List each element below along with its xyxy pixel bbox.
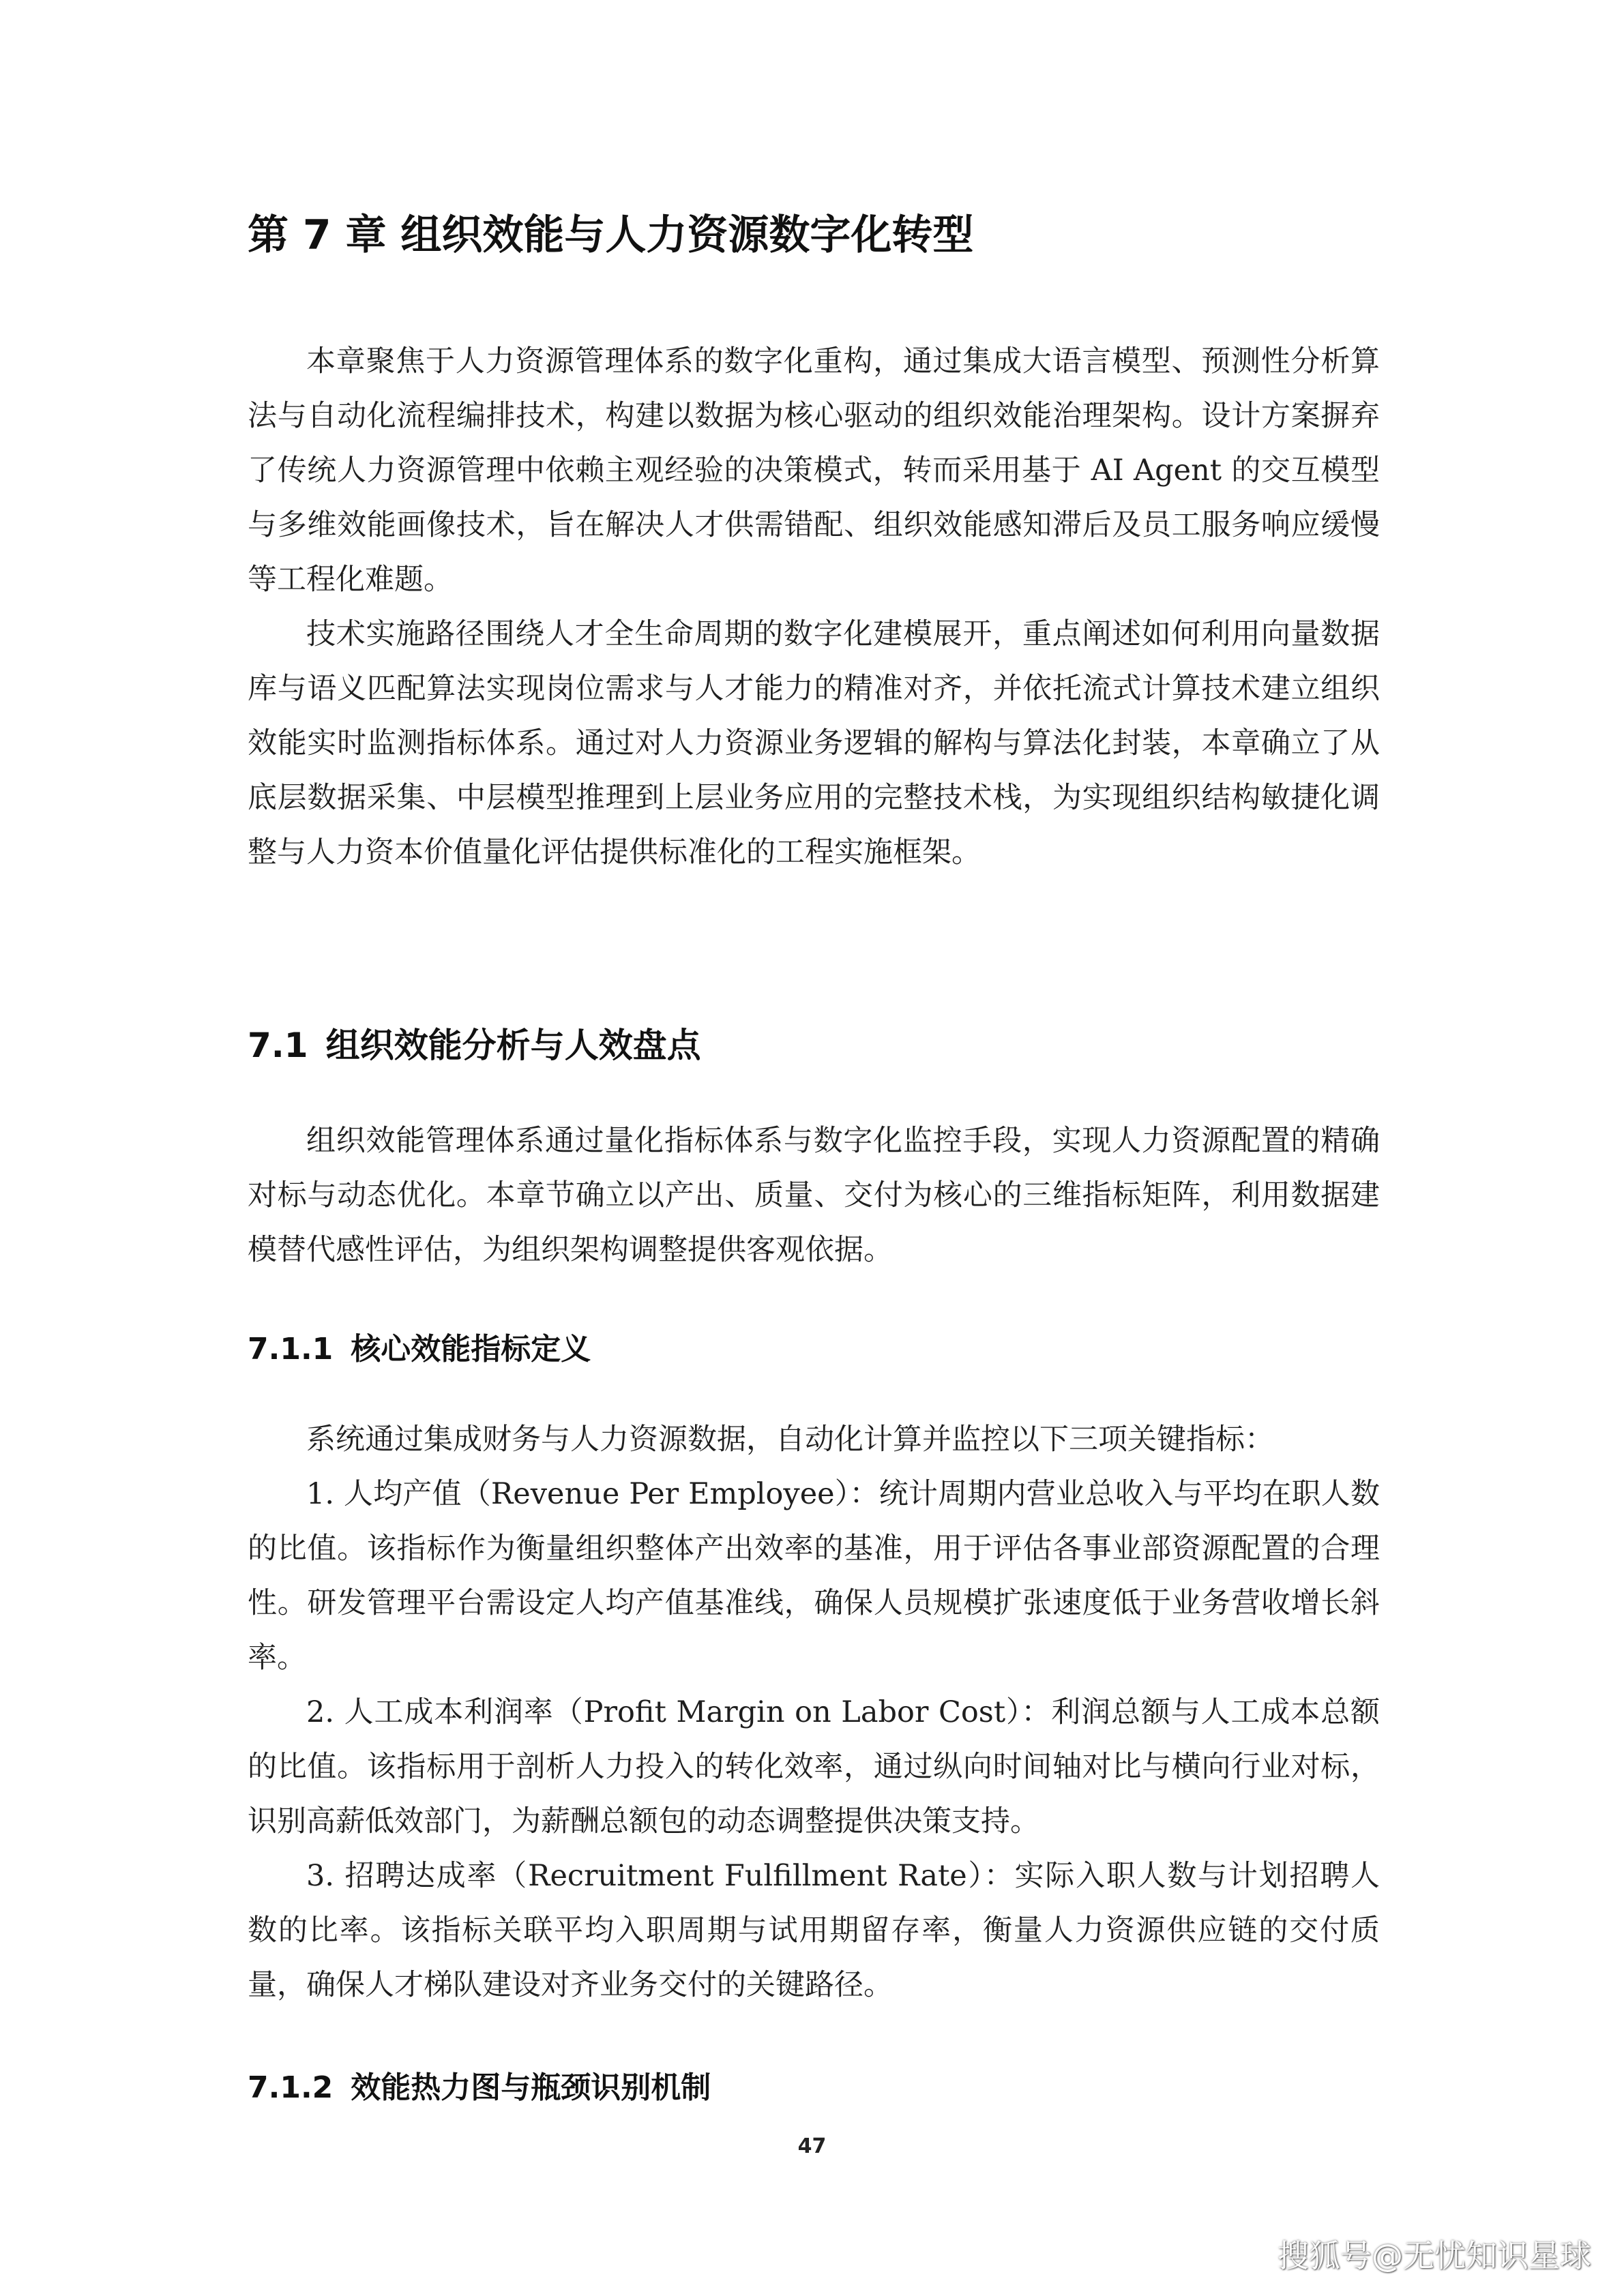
section-title: 效能热力图与瓶颈识别机制	[351, 2070, 711, 2105]
section-number: 7.1.2	[248, 2070, 334, 2105]
watermark: 搜狐号@无忧知识星球	[1278, 2237, 1591, 2274]
list-item-recruitment-fulfillment-rate: 3. 招聘达成率（Recruitment Fulfillment Rate）：实际入职人数与计划招聘人数的比率。该指标关联平均入职周期与试用期留存率，衡量人力资源供应链的交付质量，确保人才梯队建设对齐业务交付的关键路径。	[248, 1859, 1380, 2002]
section-number: 7.1.1	[248, 1332, 334, 1367]
list-item-profit-margin-labor-cost: 2. 人工成本利润率（Profit Margin on Labor Cost）：利润总额与人工成本总额的比值。该指标用于剖析人力投入的转化效率，通过纵向时间轴对比与横向行业对标，识别高薪低效部门，为薪酬总额包的动态调整提供决策支持。	[248, 1695, 1380, 1838]
intro-paragraph-2: 技术实施路径围绕人才全生命周期的数字化建模展开，重点阐述如何利用向量数据库与语义匹配算法实现岗位需求与人才能力的精准对齐，并依托流式计算技术建立组织效能实时监测指标体系。通过对人力资源业务逻辑的解构与算法化封装，本章确立了从底层数据采集、中层模型推理到上层业务应用的完整技术栈，为实现组织结构敏捷化调整与人力资本价值量化评估提供标准化的工程实施框架。	[248, 617, 1380, 869]
section-7-1-1-lead: 系统通过集成财务与人力资源数据，自动化计算并监控以下三项关键指标：	[306, 1422, 1274, 1457]
section-7-1-paragraph: 组织效能管理体系通过量化指标体系与数字化监控手段，实现人力资源配置的精确对标与动态优化。本章节确立以产出、质量、交付为核心的三维指标矩阵，利用数据建模替代感性评估，为组织架构调整提供客观依据。	[248, 1124, 1380, 1267]
section-7-1-1-heading	[248, 1328, 591, 1371]
section-title: 组织效能分析与人效盘点	[325, 1026, 701, 1065]
list-item-revenue-per-employee: 1. 人均产值（Revenue Per Employee）：统计周期内营业总收入与平均在职人数的比值。该指标作为衡量组织整体产出效率的基准，用于评估各事业部资源配置的合理性。研发管理平台需设定人均产值基准线，确保人员规模扩张速度低于业务营收增长斜率。	[248, 1477, 1380, 1675]
section-number: 7.1	[248, 1026, 308, 1065]
section-7-1-2-heading	[248, 2066, 711, 2110]
section-title: 核心效能指标定义	[351, 1332, 591, 1367]
chapter-title: 第 7 章 组织效能与人力资源数字化转型	[248, 211, 974, 259]
intro-paragraph-1: 本章聚焦于人力资源管理体系的数字化重构，通过集成大语言模型、预测性分析算法与自动化流程编排技术，构建以数据为核心驱动的组织效能治理架构。设计方案摒弃了传统人力资源管理中依赖主观经验的决策模式，转而采用基于 AI Agent 的交互模型与多维效能画像技术，旨在解决人才供需错配、组织效能感知滞后及员工服务响应缓慢等工程化难题。	[248, 344, 1380, 597]
section-7-1-heading	[248, 1022, 701, 1069]
page-number: 47	[797, 2134, 827, 2158]
